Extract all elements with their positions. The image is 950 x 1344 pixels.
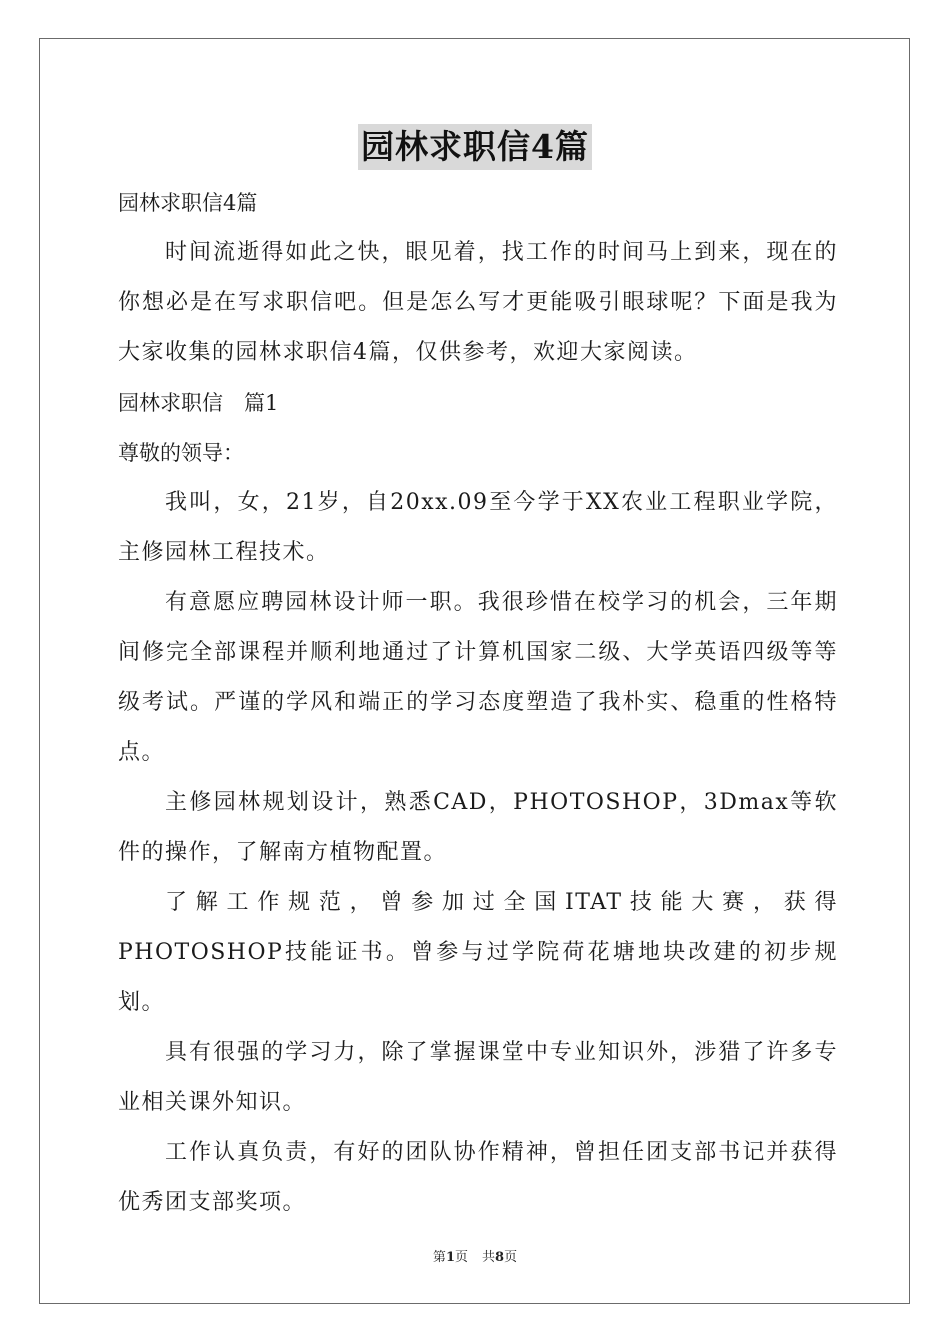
total-suffix: 页 bbox=[504, 1250, 518, 1265]
page-prefix: 第 bbox=[432, 1250, 446, 1265]
page-suffix: 页 bbox=[454, 1250, 468, 1265]
intro-paragraph: 时间流逝得如此之快，眼见着，找工作的时间马上到来，现在的你想必是在写求职信吧。但是怎么写才更能吸引眼球呢？下面是我为大家收集的园林求职信4篇，仅供参考，欢迎大家阅读。 bbox=[118, 240, 838, 365]
body-paragraph: 工作认真负责，有好的团队协作精神，曾担任团支部书记并获得优秀团支部奖项。 bbox=[118, 1140, 838, 1215]
salutation: 尊敬的领导： bbox=[118, 441, 244, 465]
document-title: 园林求职信4篇 bbox=[358, 124, 592, 170]
body-paragraph: 具有很强的学习力，除了掌握课堂中专业知识外，涉猎了许多专业相关课外知识。 bbox=[118, 1040, 838, 1115]
body-paragraph: 我叫，女，21岁，自20xx.09至今学于XX农业工程职业学院，主修园林工程技术。 bbox=[118, 490, 838, 565]
document-subtitle: 园林求职信4篇 bbox=[118, 191, 258, 215]
total-pages: 8 bbox=[495, 1250, 505, 1265]
body-paragraph: 有意愿应聘园林设计师一职。我很珍惜在校学习的机会，三年期间修完全部课程并顺利地通过了计算机国家二级、大学英语四级等等级考试。严谨的学风和端正的学习态度塑造了我朴实、稳重的性格特点。 bbox=[118, 590, 838, 765]
title-container bbox=[0, 124, 950, 170]
total-prefix: 共 bbox=[482, 1250, 496, 1265]
page-footer bbox=[0, 1246, 950, 1265]
page-number: 1 bbox=[445, 1250, 455, 1265]
document-body bbox=[118, 178, 838, 1228]
body-paragraph: 了解工作规范，曾参加过全国ITAT技能大赛，获得PHOTOSHOP技能证书。曾参与过学院荷花塘地块改建的初步规划。 bbox=[118, 890, 838, 1015]
body-paragraph: 主修园林规划设计，熟悉CAD，PHOTOSHOP，3Dmax等软件的操作，了解南方植物配置。 bbox=[118, 790, 838, 865]
section-title: 园林求职信 篇1 bbox=[118, 391, 279, 415]
